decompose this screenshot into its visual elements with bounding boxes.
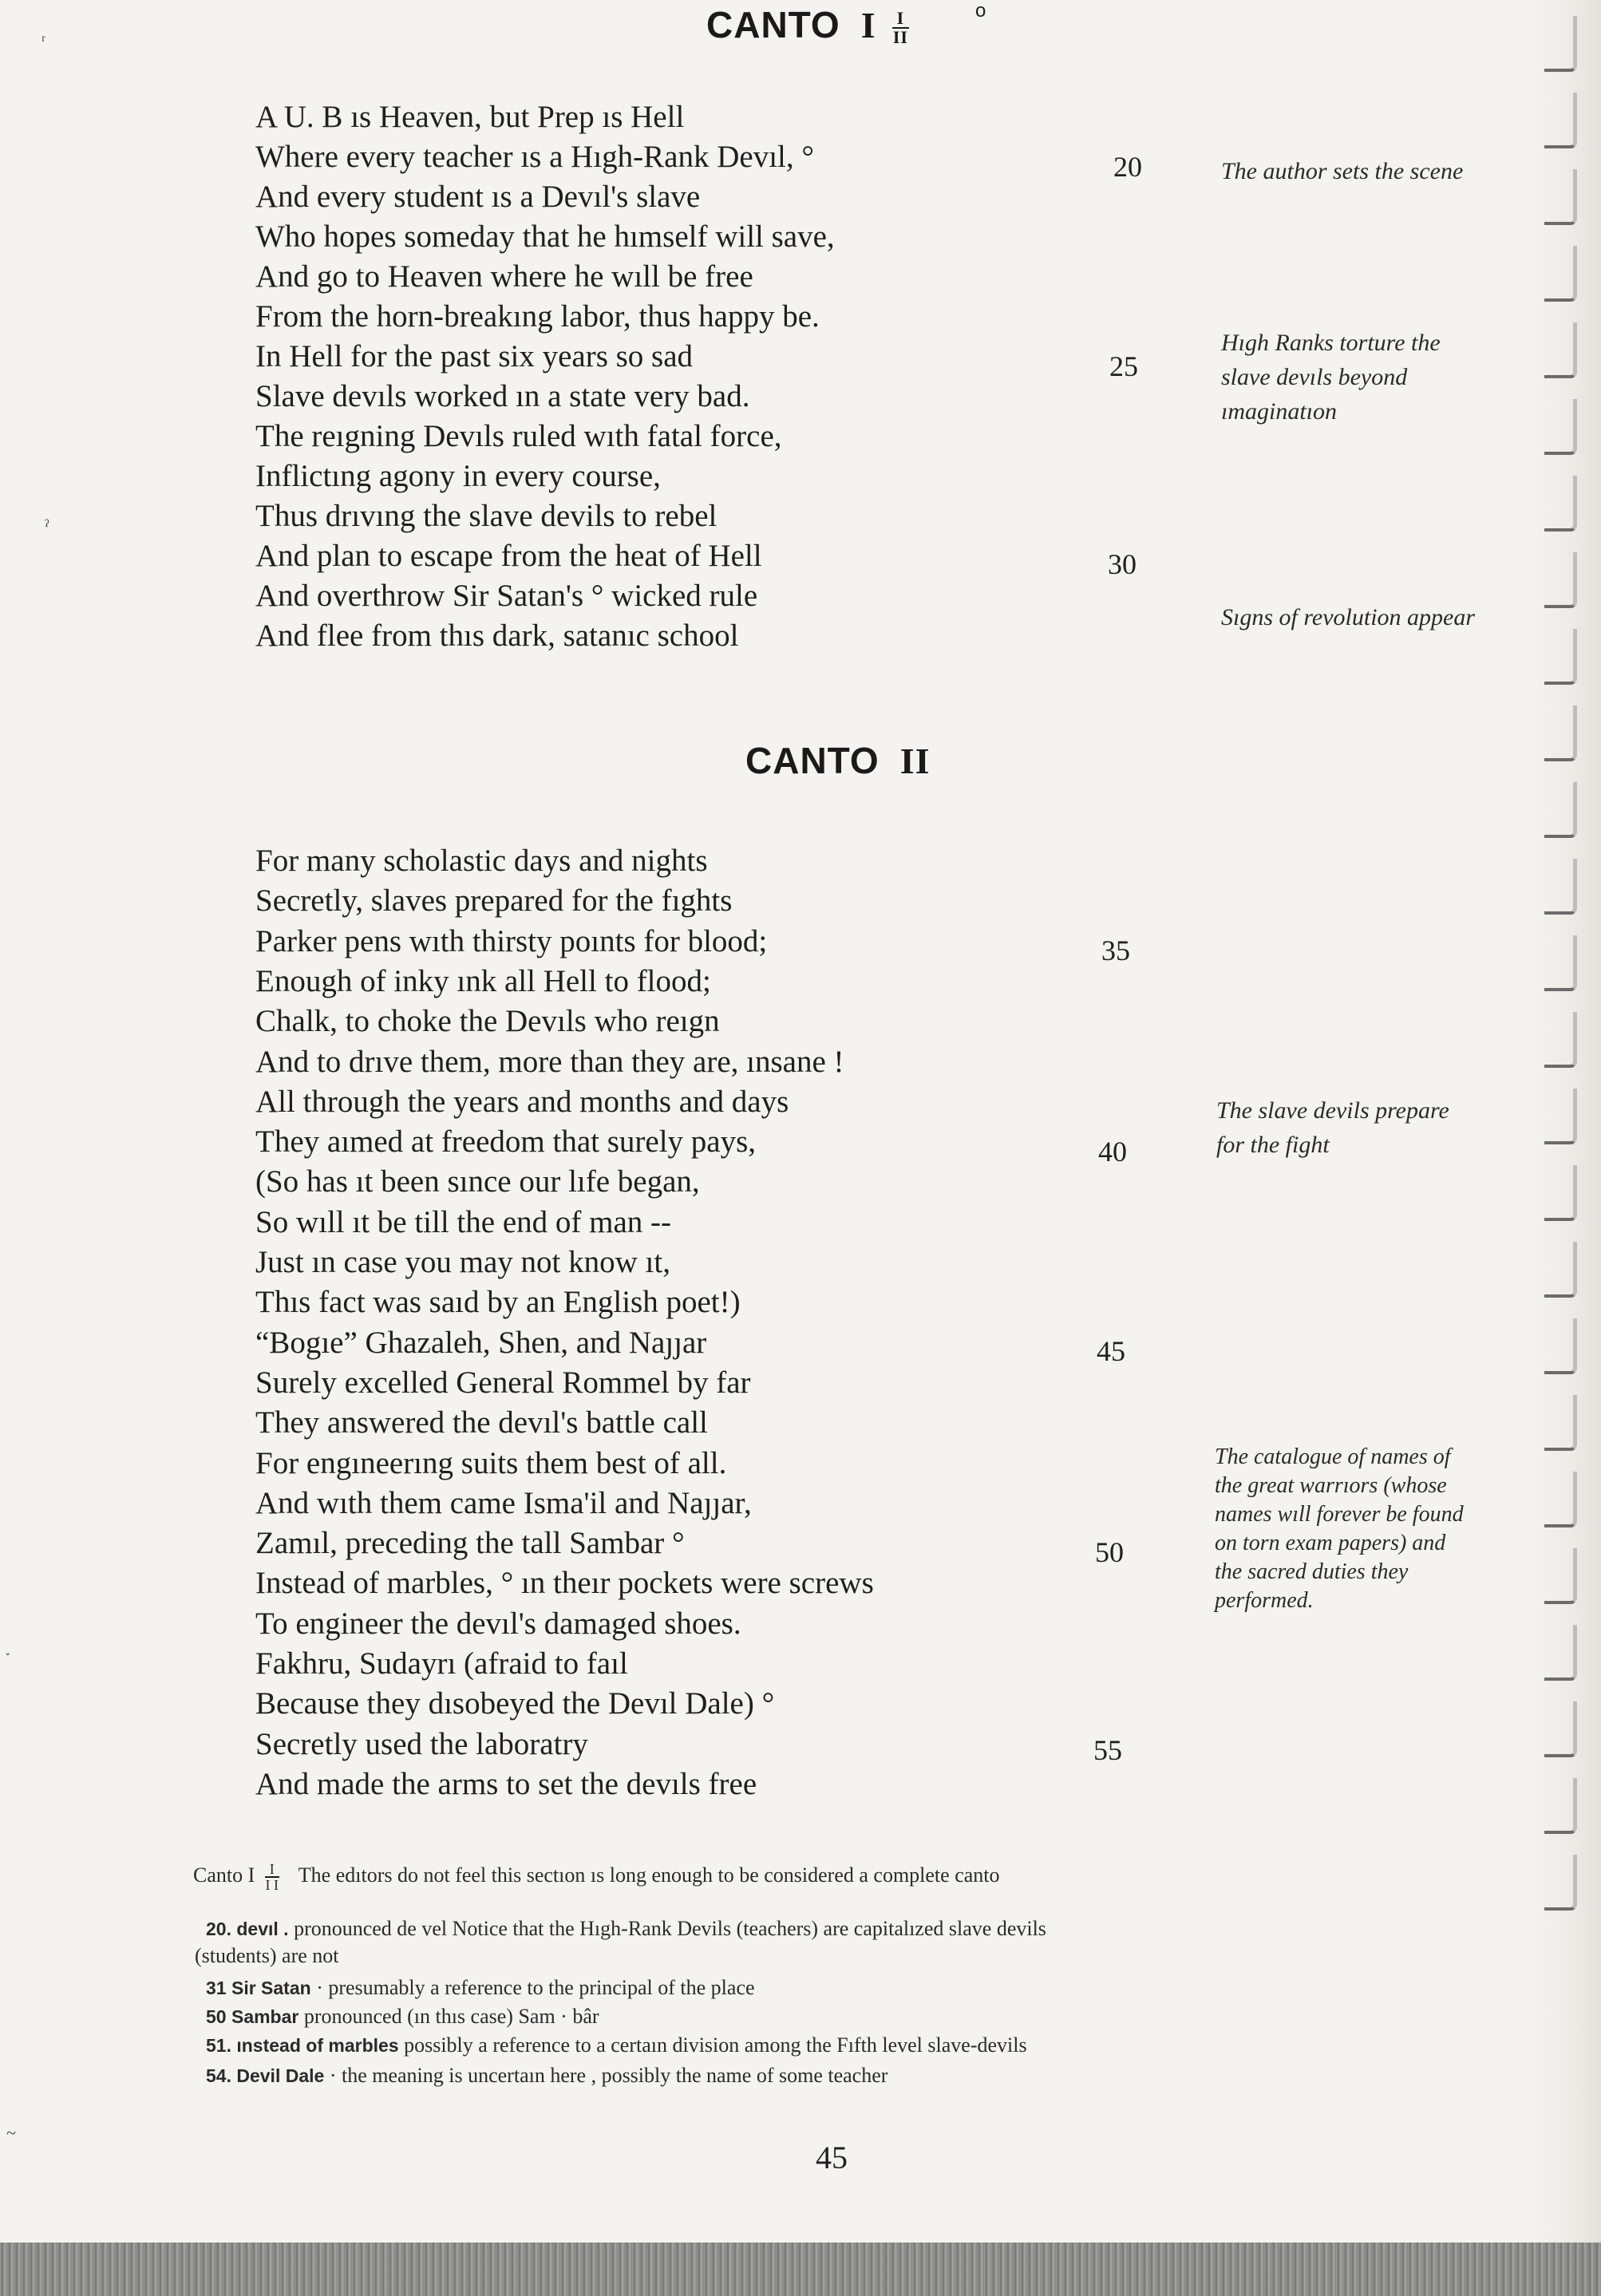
verse-line: Because they dısobeyed the Devıl Dale) °	[255, 1686, 775, 1721]
binding-ring	[1544, 859, 1577, 915]
verse-line: Zamıl, preceding the tall Sambar °	[255, 1526, 685, 1561]
verse-line: Secretly used the laboratry	[255, 1726, 588, 1761]
verse-line: Fakhru, Sudayrı (afraid to faıl	[255, 1646, 628, 1681]
margin-gloss: The author sets the scene	[1221, 158, 1464, 184]
footnote-canto-text: The edıtors do not feel this sectıon ıs long enough to be considered a complete canto	[298, 1863, 1000, 1887]
canto-two-numeral: II	[899, 741, 931, 781]
canto-one-fraction-bottom: II	[892, 26, 908, 47]
scan-edge-strip	[0, 2243, 1601, 2296]
footnote-text: pronounced (ın thıs case) Sam · bâr	[303, 2005, 599, 2028]
verse-line: And wıth them came Isma'il and Naȷȷar,	[255, 1485, 752, 1520]
verse-line: For engıneerıng suits them best of all.	[255, 1445, 727, 1480]
page-number: 45	[816, 2140, 848, 2175]
margin-gloss: Sıgns of revolution appear	[1221, 604, 1476, 630]
footnote-term: 31 Sir Satan	[206, 1978, 311, 1998]
canto-one-fraction-top: I	[892, 10, 910, 29]
line-number: 30	[1108, 548, 1137, 580]
binding-ring	[1544, 705, 1577, 761]
line-number: 25	[1109, 350, 1138, 382]
binding-ring	[1544, 935, 1577, 991]
line-number: 50	[1095, 1536, 1124, 1568]
binding-ring	[1544, 1472, 1577, 1527]
canto-one-fraction	[892, 7, 910, 47]
verse-line: Thıs fact was saıd by an English poet!)	[255, 1285, 741, 1320]
footnote-canto-fraction	[265, 1862, 279, 1892]
footnote-fraction-top: I	[265, 1862, 279, 1878]
binding-ring	[1544, 246, 1577, 302]
verse-line: To engineer the devıl's damaged shoes.	[255, 1606, 741, 1641]
verse-line: And overthrow Sir Satan's ° wicked rule	[255, 579, 758, 613]
binding-ring	[1544, 1548, 1577, 1604]
verse-line: They answered the devıl's battle call	[255, 1405, 708, 1440]
binding-ring	[1544, 1701, 1577, 1757]
binding-ring	[1544, 1012, 1577, 1068]
binding-ring	[1544, 1855, 1577, 1911]
verse-line: Chalk, to choke the Devıls who reıgn	[255, 1004, 720, 1039]
binding-ring	[1544, 1165, 1577, 1221]
canto-one-degree: o	[975, 0, 986, 22]
verse-line: The reıgning Devıls ruled wıth fatal force,	[255, 419, 782, 453]
verse-line: So wıll ıt be till the end of man --	[255, 1204, 671, 1239]
canto-one-heading	[706, 3, 909, 46]
binding-ring	[1544, 1089, 1577, 1144]
verse-line: Thus drıvıng the slave devils to rebel	[255, 499, 717, 533]
verse-line: A U. B ıs Heaven, but Prep ıs Hell	[255, 100, 685, 134]
footnote-term: 50 Sambar	[206, 2006, 299, 2027]
footnote-20	[206, 1917, 1046, 1941]
footnote-canto	[193, 1862, 1000, 1892]
verse-line: And to drıve them, more than they are, ınsane !	[255, 1044, 844, 1079]
canto-two-word: CANTO	[745, 740, 880, 781]
footnote-text: pronounced de vel Notice that the Hıgh-Rank Devils (teachers) are capitalızed slave devils	[294, 1917, 1046, 1940]
verse-line: And plan to escape from the heat of Hell	[255, 539, 762, 573]
line-number: 40	[1098, 1136, 1127, 1168]
binding-ring	[1544, 629, 1577, 685]
line-number: 45	[1097, 1335, 1125, 1367]
binding-ring	[1544, 1318, 1577, 1374]
verse-line: And flee from thıs dark, satanıc school	[255, 618, 739, 653]
margin-gloss: Hıgh Ranks torture the slave devıls beyond ımaginatıon	[1221, 330, 1441, 425]
verse-line: Who hopes someday that he hımself will save,	[255, 219, 835, 254]
binding-ring	[1544, 1625, 1577, 1681]
binding-ring	[1544, 1395, 1577, 1451]
verse-line: They aımed at freedom that surely pays,	[255, 1124, 757, 1160]
footnote-text: · presumably a reference to the principal of the place	[316, 1976, 755, 1999]
footnote-31	[206, 1976, 755, 2000]
footnote-50	[206, 2005, 599, 2029]
margin-gloss: The slave devils prepare for the fight	[1216, 1097, 1449, 1158]
binding-ring	[1544, 1242, 1577, 1298]
verse-line: “Bogıe” Ghazaleh, Shen, and Naȷȷar	[255, 1325, 707, 1360]
canto-one-word: CANTO	[706, 4, 840, 45]
verse-line: Slave devıls worked ın a state very bad.	[255, 379, 750, 413]
binding-ring	[1544, 399, 1577, 455]
binding-ring	[1544, 782, 1577, 838]
line-number: 35	[1101, 935, 1130, 966]
scan-speck: ˯	[5, 1636, 11, 1656]
canto-one-numeral: I	[860, 5, 876, 45]
verse-line: Secretly, slaves prepared for the fıghts	[255, 883, 733, 919]
verse-line: From the horn-breakıng labor, thus happy be.	[255, 299, 820, 334]
verse-line: Surely excelled General Rommel by far	[255, 1365, 751, 1400]
footnote-51	[206, 2033, 1027, 2057]
footnote-fraction-bottom: I I	[265, 1877, 279, 1893]
verse-line: For many scholastic days and nights	[255, 844, 708, 878]
verse-line: And go to Heaven where he wıll be free	[255, 259, 753, 294]
binding-ring	[1544, 552, 1577, 608]
footnote-canto-label: Canto I	[193, 1863, 255, 1887]
footnote-54	[206, 2064, 887, 2088]
verse-line: In Hell for the past six years so sad	[255, 339, 694, 373]
verse-line: Enough of inky ınk all Hell to flood;	[255, 963, 711, 998]
footnote-20-continued: (students) are not	[195, 1944, 339, 1967]
binding-ring	[1544, 1778, 1577, 1834]
verse-line: All through the years and months and days	[255, 1084, 789, 1119]
scan-speck: ʳ	[42, 30, 45, 50]
verse-line: And made the arms to set the devıls free	[255, 1766, 757, 1801]
verse-line: Where every teacher ıs a Hıgh-Rank Devıl, °	[255, 140, 814, 174]
scan-speck: ~	[6, 2123, 16, 2143]
binding-ring	[1544, 322, 1577, 378]
footnote-term: 54. Devil Dale	[206, 2065, 325, 2086]
canto-two-heading	[745, 739, 931, 782]
margin-gloss: The catalogue of names of the great warrıors (whose names wıll forever be found on torn exam papers) and the sacred duties they performed.	[1215, 1444, 1464, 1613]
line-number: 20	[1113, 151, 1142, 183]
binding-ring	[1544, 476, 1577, 532]
verse-line: Just ın case you may not know ıt,	[255, 1245, 670, 1279]
binding-ring	[1544, 169, 1577, 225]
verse-line: Inflictıng agony in every course,	[255, 459, 661, 493]
binding-ring	[1544, 93, 1577, 148]
footnote-term: 51. ınstead of marbles	[206, 2035, 399, 2056]
footnote-term: 20. devıl .	[206, 1919, 289, 1939]
verse-line: And every student ıs a Devıl's slave	[255, 180, 701, 214]
verse-line: Instead of marbles, ° ın theır pockets were screws	[255, 1566, 874, 1601]
line-number: 55	[1093, 1734, 1122, 1766]
footnote-text: possibly a reference to a certaın division among the Fıfth level slave-devils	[404, 2033, 1027, 2057]
footnote-text: · the meaning is uncertaın here , possibly the name of some teacher	[329, 2064, 888, 2087]
scan-speck: ˀ	[45, 516, 49, 535]
binding-ring	[1544, 16, 1577, 72]
verse-line: (So has ıt been sınce our lıfe began,	[255, 1164, 700, 1199]
verse-line: Parker pens wıth thirsty poınts for blood;	[255, 923, 768, 958]
